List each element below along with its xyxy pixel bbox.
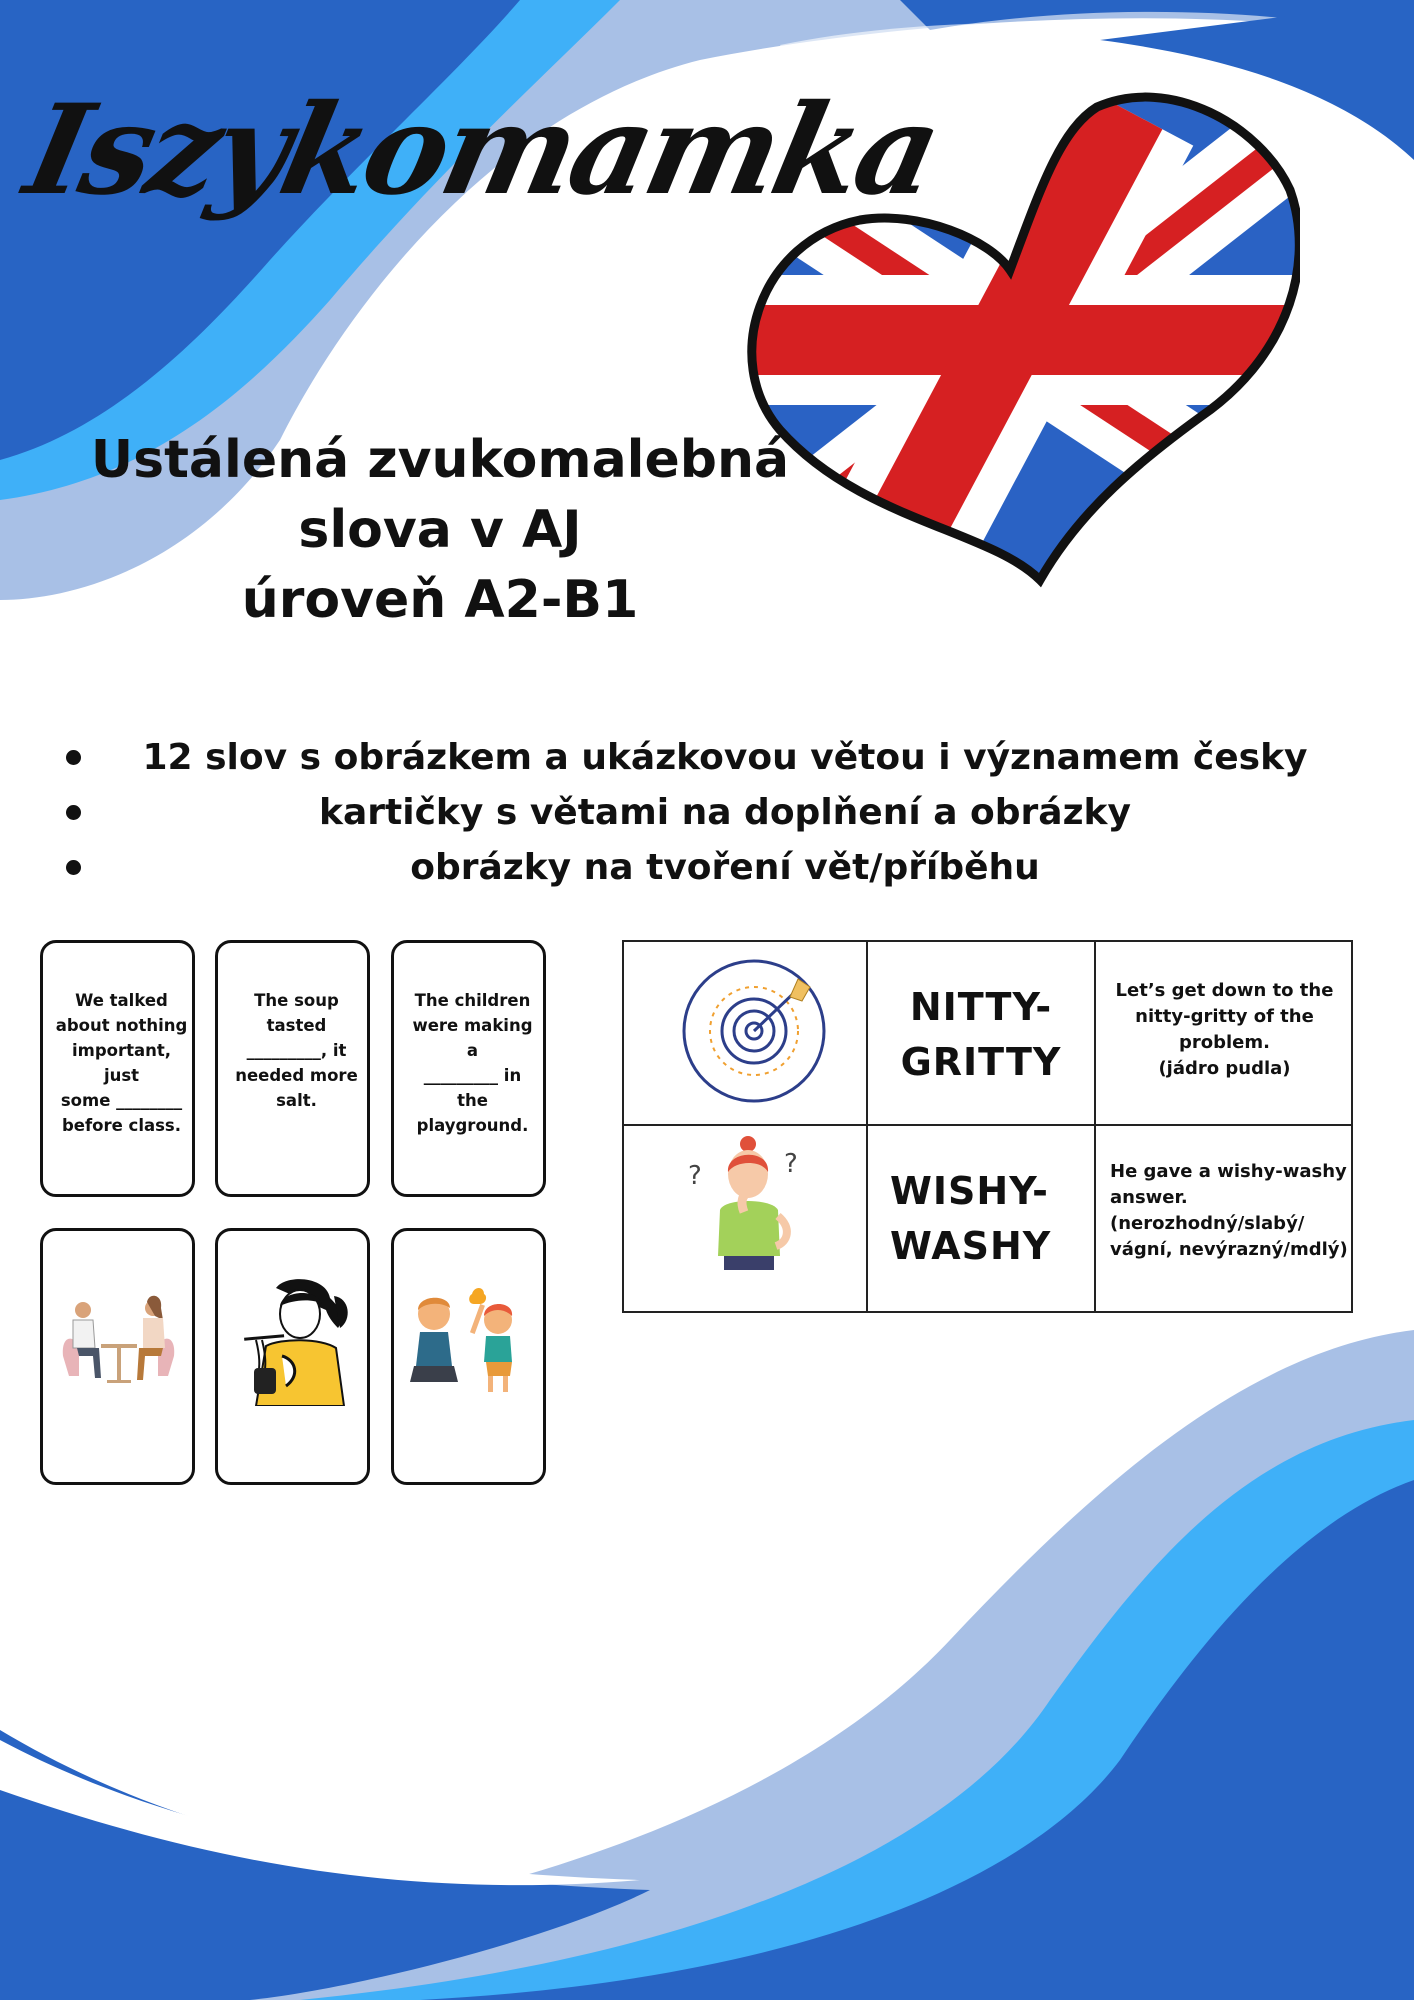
- example-line: nitty-gritty of the: [1135, 1006, 1314, 1027]
- word-line: WISHY-: [890, 1169, 1049, 1213]
- card-sentence: [55, 988, 188, 1138]
- card-sentence: [230, 988, 363, 1113]
- target-dart-icon: [680, 957, 828, 1105]
- example-line: answer.: [1110, 1187, 1188, 1208]
- subtitle-line: úroveň A2-B1: [241, 570, 639, 630]
- card-line: The children: [414, 991, 531, 1010]
- picture-card: [215, 1228, 370, 1485]
- example-line: Let’s get down to the: [1115, 980, 1334, 1001]
- card-line: We talked: [75, 991, 168, 1010]
- feature-text: kartičky s větami na doplňení a obrázky: [319, 792, 1131, 833]
- card-line: were making a: [412, 1016, 533, 1060]
- card-line: some ________: [60, 1091, 183, 1110]
- bullet-icon: [66, 860, 81, 875]
- feature-text: obrázky na tvoření vět/příběhu: [410, 847, 1040, 888]
- sentence-card: [215, 940, 370, 1197]
- bullet-icon: [66, 750, 81, 765]
- card-sentence: [406, 988, 539, 1138]
- vocab-example: [1096, 978, 1353, 1082]
- confused-woman-icon: [684, 1132, 814, 1292]
- children-playing-icon: [402, 1286, 537, 1416]
- feature-item: [60, 730, 1360, 785]
- vocab-word: [868, 980, 1094, 1090]
- feature-list: [60, 730, 1360, 895]
- picture-card: [391, 1228, 546, 1485]
- card-line: before class.: [61, 1116, 182, 1135]
- subtitle-line: Ustálená zvukomalebná: [90, 430, 790, 490]
- vocabulary-table: [622, 940, 1353, 1313]
- bullet-icon: [66, 805, 81, 820]
- svg-text:?: ?: [784, 1149, 798, 1179]
- example-line: He gave a wishy-washy: [1110, 1161, 1347, 1182]
- card-line: The soup: [254, 991, 339, 1010]
- brand-logo-title: Iszykomamka: [14, 78, 950, 223]
- svg-text:?: ?: [688, 1161, 702, 1191]
- feature-item: [60, 840, 1360, 895]
- girl-eating-noodles-icon: [226, 1276, 361, 1406]
- subtitle-line: slova v AJ: [298, 500, 582, 560]
- feature-text: 12 slov s obrázkem a ukázkovou větou i významem česky: [142, 737, 1308, 778]
- cafe-conversation-icon: [51, 1286, 186, 1396]
- card-line: important, just: [71, 1041, 172, 1085]
- word-line: NITTY-: [909, 985, 1053, 1029]
- picture-card: [40, 1228, 195, 1485]
- card-line: tasted: [266, 1016, 327, 1035]
- word-line: GRITTY: [900, 1040, 1062, 1084]
- feature-item: [60, 785, 1360, 840]
- page-subtitle: [60, 425, 820, 635]
- example-line: vágní, nevýrazný/mdlý): [1110, 1239, 1348, 1260]
- card-line: salt.: [276, 1091, 317, 1110]
- word-line: WASHY: [890, 1224, 1052, 1268]
- example-line: problem.: [1179, 1032, 1270, 1053]
- vocab-example: [1110, 1159, 1353, 1263]
- example-line: (nerozhodný/slabý/: [1110, 1213, 1305, 1234]
- sentence-card: [40, 940, 195, 1197]
- card-line: about nothing: [55, 1016, 188, 1035]
- card-line: _________, it: [246, 1041, 347, 1060]
- card-line: _________ in the: [423, 1066, 522, 1110]
- vocab-word: [890, 1164, 1090, 1274]
- card-line: needed more: [235, 1066, 358, 1085]
- card-line: playground.: [416, 1116, 529, 1135]
- sentence-card: [391, 940, 546, 1197]
- example-line: (jádro pudla): [1158, 1058, 1291, 1079]
